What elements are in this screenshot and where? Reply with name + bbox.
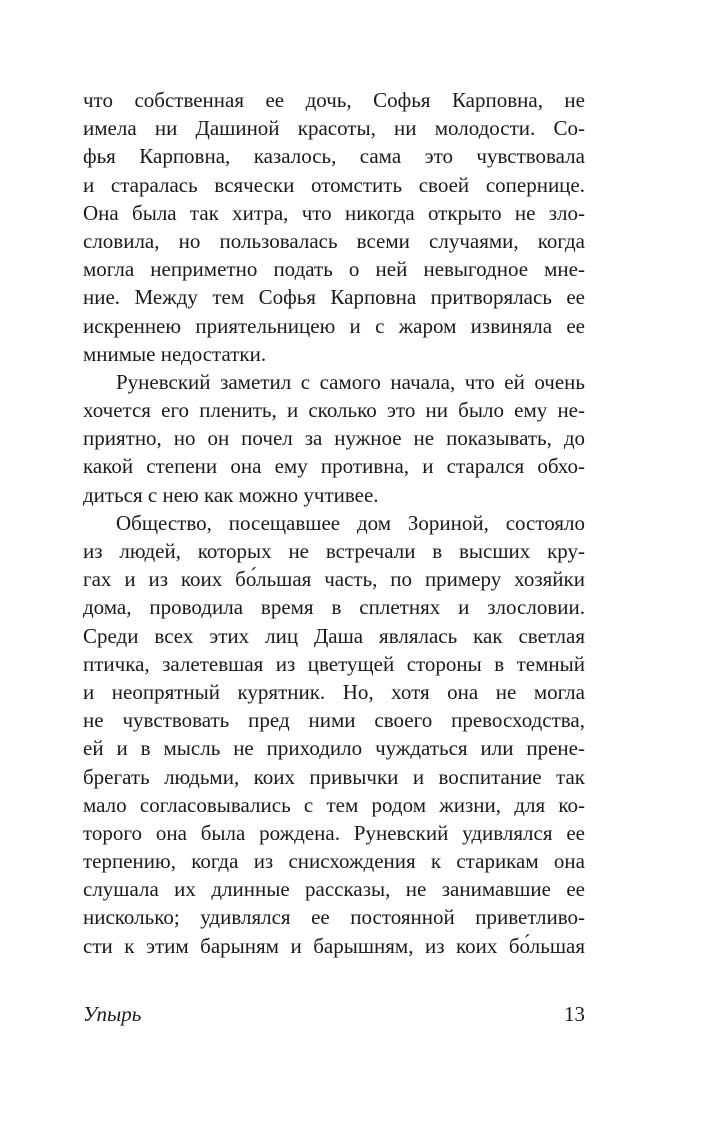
running-title: Упырь [83,1002,142,1026]
text-line: слушала их длинные рассказы, не занимавшие ее [83,877,585,902]
text-line: и старалась всячески отомстить своей сопернице. [83,172,585,197]
book-page-text [83,86,585,960]
paragraph-3 [83,509,585,960]
text-line: сти к этим барыням и барышням, из коих бо́льшая [83,933,585,958]
text-line: что собственная ее дочь, Софья Карповна, не [83,88,585,112]
text-line: не чувствовать пред ними своего превосходства, [83,708,585,733]
text-line: мало согласовывались с тем родом жизни, для ко- [83,792,585,817]
text-line: словила, но пользовалась всеми случаями, когда [83,228,585,253]
text-line: Среди всех этих лиц Даша являлась как светлая [83,623,585,648]
text-line: хочется его пленить, и сколько это ни было ему не- [83,398,585,423]
text-line: Руневский заметил с самого начала, что ей очень [116,369,585,394]
text-line: брегать людьми, коих привычки и воспитание так [83,764,585,789]
text-line: мнимые недостатки. [83,341,267,366]
text-line: имела ни Дашиной красоты, ни молодости. Со- [83,116,585,141]
text-line: диться с нею как можно учтивее. [83,482,379,507]
page-number: 13 [564,1002,585,1026]
text-line: приятно, но он почел за нужное не показывать, до [83,426,585,451]
text-line: торого она была рождена. Руневский удивлялся ее [83,820,585,845]
text-line: гах и из коих бо́льшая часть, по примеру хозяйки [83,567,585,592]
text-line: дома, проводила время в сплетнях и злословии. [83,595,585,620]
text-line: ние. Между тем Софья Карповна притворялась ее [83,285,585,310]
text-line: могла неприметно подать о ней невыгодное мне- [83,257,585,282]
text-line: птичка, залетевшая из цветущей стороны в темный [83,651,585,676]
text-line: какой степени она ему противна, и старался обхо- [83,454,585,479]
text-line: терпению, когда из снисхождения к старикам она [83,849,585,874]
text-line: из людей, которых не встречали в высших кру- [83,539,585,563]
text-line: Общество, посещавшее дом Зориной, состояло [116,510,585,535]
text-line: и неопрятный курятник. Но, хотя она не могла [83,679,585,704]
text-line: Она была так хитра, что никогда открыто не зло- [83,200,585,225]
paragraph-2 [83,368,585,509]
text-line: искреннею приятельницею и с жаром извиняла ее [83,313,585,338]
text-line: нисколько; удивлялся ее постоянной приветливо- [83,905,585,930]
paragraph-1 [83,86,585,368]
text-line: фья Карповна, казалось, сама это чувствовала [83,144,585,169]
text-line: ей и в мысль не приходило чуждаться или прене- [83,736,585,761]
